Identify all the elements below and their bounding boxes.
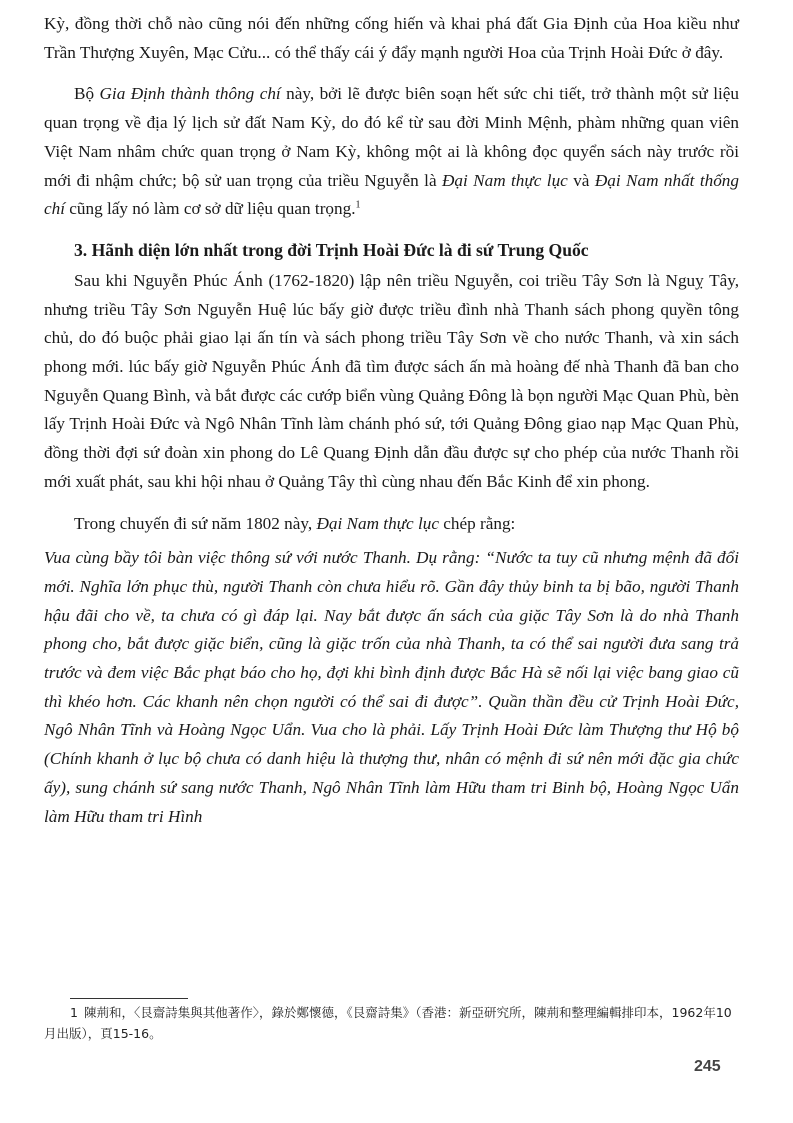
text-run: Bộ bbox=[74, 84, 100, 104]
paragraph-quote-intro bbox=[44, 510, 739, 539]
text-run: cũng lấy nó làm cơ sở dữ liệu quan trọng. bbox=[65, 199, 356, 219]
section-heading: 3. Hãnh diện lớn nhất trong đời Trịnh Hoài Đức là đi sứ Trung Quốc bbox=[74, 239, 589, 260]
footnote-text: 陳荊和，〈艮齋詩集與其他著作〉，錄於鄭懷德，《艮齋詩集》（香港：新亞研究所，陳荊和整理編輯排印本，1962年10月出版），頁15-16。 bbox=[44, 1005, 732, 1041]
paragraph-nguyen-phuc-anh: Sau khi Nguyễn Phúc Ánh (1762-1820) lập nên triều Nguyễn, coi triều Tây Sơn là Nguỵ Tây, nhưng triều Tây Sơn Nguyễn Huệ lúc bấy giờ được triều đình nhà Thanh sách phong quyền tông chủ, do đó buộc phải giao lại ấn tín và sách phong triều Tây Sơn về cho nước Thanh, và xin sách phong mới. lúc bấy giờ Nguyễn Phúc Ánh đã tìm được sách ấn mà hoàng đế nhà Thanh đã ban cho Nguyễn Quang Bình, và bắt được các cướp biển vùng Quảng Đông là bọn người Mạc Quan Phù, bèn lấy Trịnh Hoài Đức và Ngô Nhân Tĩnh làm chánh phó sứ, tới Quảng Đông giao nạp Mạc Quan Phù, đồng thời đợi sứ đoàn xin phong do Lê Quang Định dẫn đầu được sự cho phép của nước Thanh rồi mới xuất phát, sau khi hội nhau ở Quảng Tây thì cùng nhau đến Bắc Kinh để xin phong. bbox=[44, 270, 739, 491]
text-run: Trong chuyến đi sứ năm 1802 này, bbox=[74, 513, 317, 533]
page-number: 245 bbox=[694, 1058, 721, 1075]
book-title-thuc-luc: Đại Nam thực lục bbox=[441, 170, 568, 190]
paragraph-gia-dinh bbox=[44, 80, 739, 224]
text-run: và bbox=[567, 170, 595, 190]
book-title-gia-dinh: Gia Định thành thông chí bbox=[99, 84, 281, 104]
book-title-thuc-luc: Đại Nam thực lục bbox=[316, 513, 439, 533]
paragraph-continuation: Kỳ, đồng thời chỗ nào cũng nói đến những cống hiến và khai phá đất Gia Định của Hoa kiều như Trần Thượng Xuyên, Mạc Cửu... có thể thấy cái ý đẩy mạnh người Hoa của Trịnh Hoài Đức ở đây. bbox=[44, 14, 739, 62]
footnote bbox=[44, 1002, 739, 1044]
text-run: chép rằng: bbox=[438, 513, 516, 533]
quotation-block: Vua cùng bầy tôi bàn việc thông sứ với nước Thanh. Dụ rằng: “Nước ta tuy cũ nhưng mệnh đã đổi mới. Nghĩa lớn phục thù, người Thanh còn chưa hiểu rõ. Gần đây thủy binh ta bị bão, người Thanh hậu đãi cho về, ta chưa có gì đáp lại. Nay bắt được ấn sách của giặc Tây Sơn là do nhà Thanh phong cho, bắt được giặc biển, cũng là giặc trốn của nhà Thanh, ta có thể sai người đưa sang trả trước và đem việc Bắc phạt báo cho họ, đợi khi bình định được Bắc Hà sẽ nối lại việc bang giao cũ thì khéo hơn. Các khanh nên chọn người có thể sai đi được”. Quần thần đều cử Trịnh Hoài Đức, Ngô Nhân Tĩnh và Hoàng Ngọc Uẩn. Vua cho là phải. Lấy Trịnh Hoài Đức làm Thượng thư Hộ bộ (Chính khanh ở lục bộ chưa có danh hiệu là thượng thư, nhân có mệnh đi sứ nên mới đặc gia chức ấy), sung chánh sứ sang nước Thanh, Ngô Nhân Tĩnh làm Hữu tham tri Binh bộ, Hoàng Ngọc Uẩn làm Hữu tham tri Hình bbox=[44, 548, 739, 826]
footnote-divider bbox=[70, 998, 188, 999]
footnote-ref[interactable]: 1 bbox=[355, 199, 361, 211]
footnote-number: 1 bbox=[70, 1005, 78, 1020]
text-run: này, bởi lẽ được biên soạn hết sức chi tiết, trở thành một sử liệu quan trọng về địa lý lịch sử đất Nam Kỳ, do đó kể từ sau đời Minh Mệnh, phàm những quan viên Việt Nam nhâm chức quan trọng ở Nam Kỳ, không một ai là không đọc quyển sách này trước rồi mới đi nhậm chức; bộ sử uan trọng của triều Nguyễn là bbox=[44, 84, 739, 190]
book-title-nhat-thong-chi: Đại Nam nhất thống chí bbox=[44, 170, 739, 219]
page-body bbox=[44, 0, 739, 831]
